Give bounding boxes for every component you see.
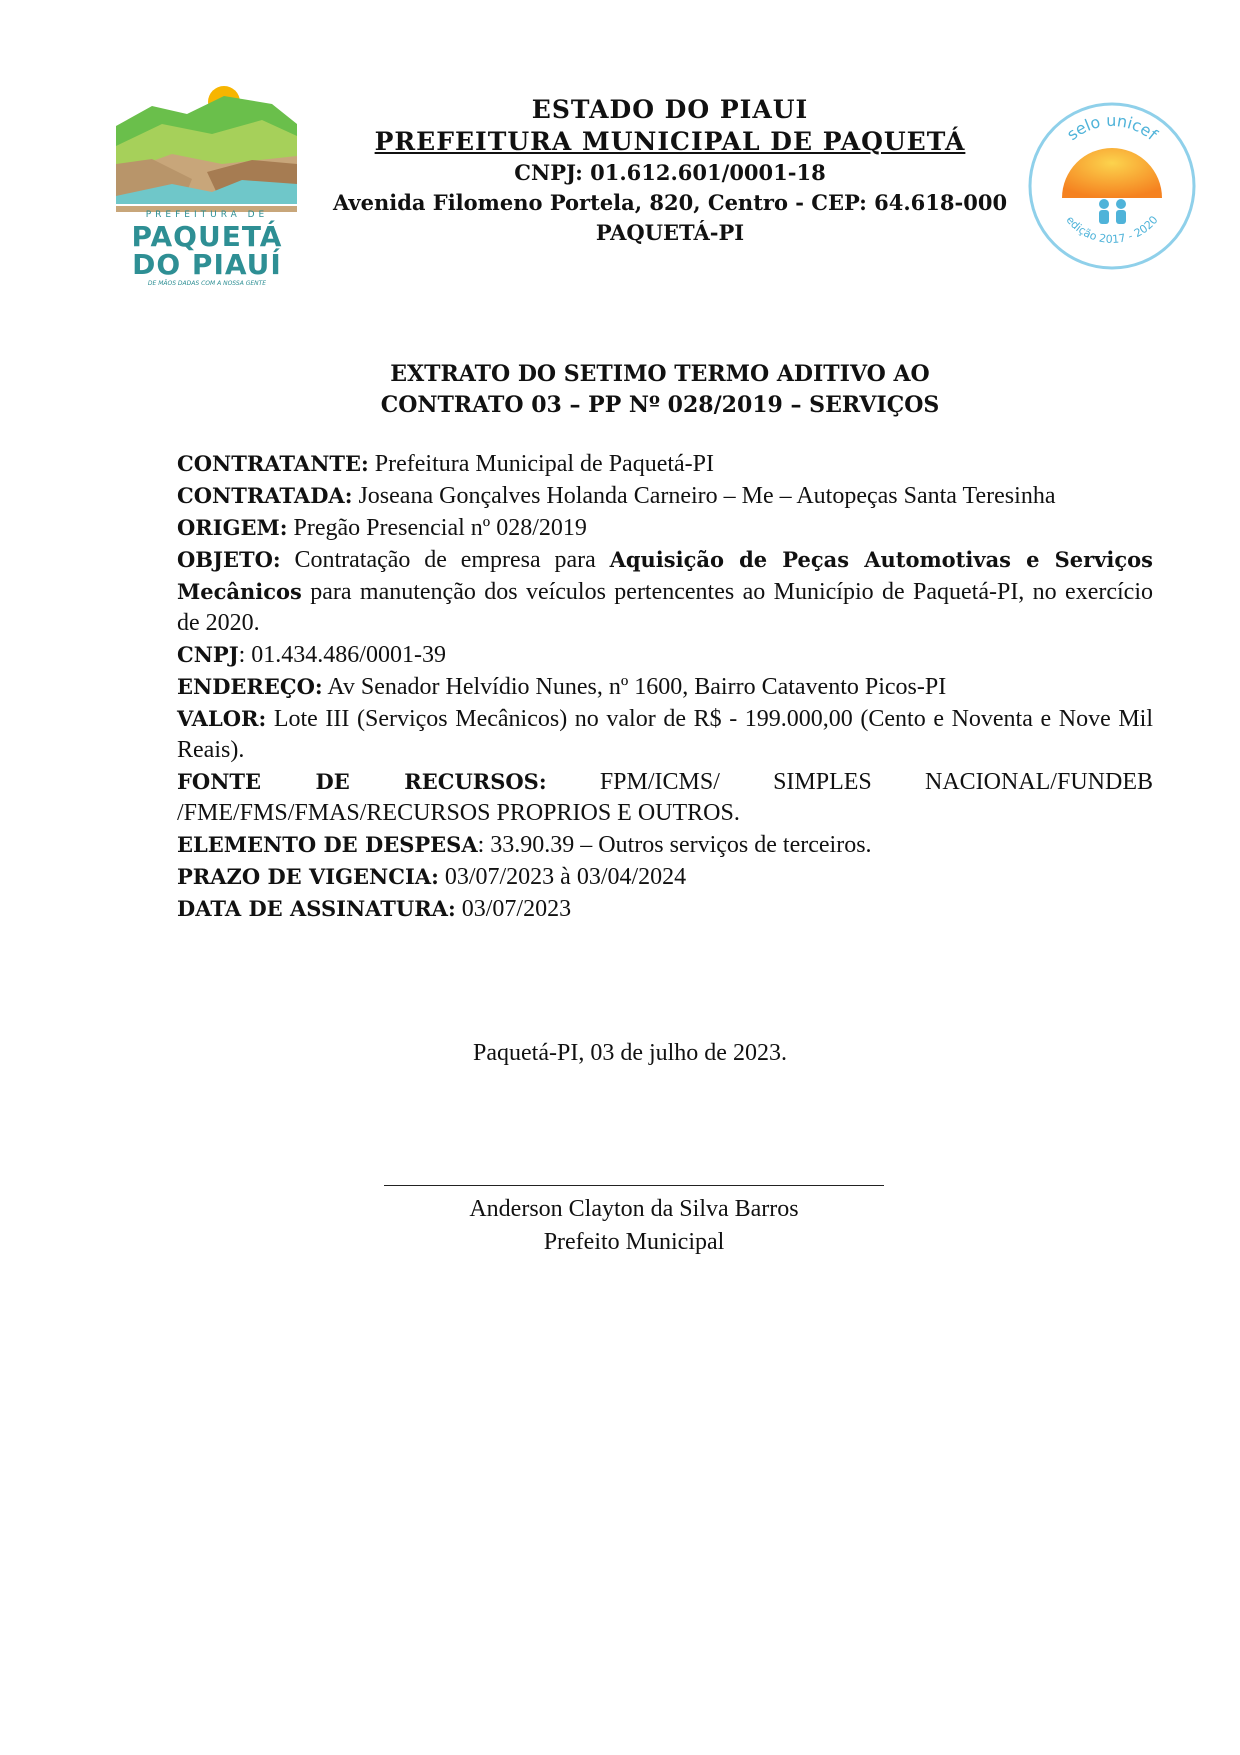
origem-value: Pregão Presencial nº 028/2019 [287, 515, 587, 541]
endereco-value: Av Senador Helvídio Nunes, nº 1600, Bairro Catavento Picos-PI [322, 674, 947, 700]
fonte-field [177, 766, 1153, 829]
data-assinatura-field [177, 893, 1153, 925]
logo-line1: PREFEITURA DE [145, 210, 269, 220]
elemento-label: ELEMENTO DE DESPESA [177, 832, 478, 857]
state-name: ESTADO DO PIAUI [531, 95, 809, 124]
seal-top-text: selo unicef [1063, 110, 1162, 145]
signature-line [384, 1185, 884, 1186]
contratante-field [177, 448, 1153, 480]
place-date: Paquetá-PI, 03 de julho de 2023. [473, 1040, 787, 1066]
contratada-value: Joseana Gonçalves Holanda Carneiro – Me – Autopeças Santa Teresinha [352, 483, 1056, 509]
cnpj-value: : 01.434.486/0001-39 [238, 642, 446, 668]
objeto-value-2: para manutenção dos veículos pertencentes ao Município de Paquetá-PI, no exercício de 2020. [177, 579, 1153, 636]
title-line2: CONTRATO 03 – PP Nº 028/2019 – SERVIÇOS [380, 392, 940, 418]
objeto-label: OBJETO: [177, 547, 281, 572]
endereco-label: ENDEREÇO: [177, 674, 323, 699]
objeto-bold: Aquisição de Peças Automotivas e Serviços Mecânicos [177, 547, 1153, 604]
valor-label: VALOR: [177, 706, 267, 731]
logo-tagline: DE MÃOS DADAS COM A NOSSA GENTE [147, 280, 267, 287]
prefecture-name: PREFEITURA MUNICIPAL DE PAQUETÁ [374, 127, 966, 156]
fonte-value: FPM/ICMS/ SIMPLES NACIONAL/FUNDEB /FME/FMS/FMAS/RECURSOS PROPRIOS E OUTROS. [177, 769, 1153, 826]
valor-field [177, 703, 1153, 766]
contratada-field [177, 480, 1153, 512]
signatory-name: Anderson Clayton da Silva Barros [469, 1196, 799, 1222]
endereco-field [177, 671, 1153, 703]
origem-field [177, 512, 1153, 544]
prefecture-address: Avenida Filomeno Portela, 820, Centro - CEP: 64.618-000 [332, 190, 1008, 215]
valor-value: Lote III (Serviços Mecânicos) no valor de R$ - 199.000,00 (Cento e Noventa e Nove Mil Reais). [177, 706, 1153, 763]
origem-label: ORIGEM: [177, 515, 288, 540]
prazo-field [177, 861, 1153, 893]
fonte-label: FONTE DE RECURSOS: [177, 769, 547, 794]
cnpj-label: CNPJ [177, 642, 239, 667]
contratante-value: Prefeitura Municipal de Paquetá-PI [368, 451, 715, 477]
prefecture-cnpj: CNPJ: 01.612.601/0001-18 [514, 160, 826, 185]
prazo-label: PRAZO DE VIGENCIA: [177, 864, 439, 889]
title-line1: EXTRATO DO SETIMO TERMO ADITIVO AO [390, 361, 930, 387]
data-assinatura-value: 03/07/2023 [455, 896, 572, 922]
paqueta-do-piaui-logo [112, 84, 302, 289]
elemento-field [177, 829, 1153, 861]
prazo-value: 03/07/2023 à 03/04/2024 [438, 864, 687, 890]
cnpj-field [177, 639, 1153, 671]
objeto-value-1: Contratação de empresa para [280, 547, 610, 573]
data-assinatura-label: DATA DE ASSINATURA: [177, 896, 456, 921]
logo-line3: DO PIAUÍ [132, 248, 282, 281]
letterhead [330, 94, 1010, 248]
logo-line2: PAQUETÁ [131, 220, 283, 253]
prefecture-city: PAQUETÁ-PI [595, 220, 745, 245]
objeto-field [177, 544, 1153, 639]
contratada-label: CONTRATADA: [177, 483, 353, 508]
signatory-role: Prefeito Municipal [543, 1229, 725, 1255]
selo-unicef-seal [1026, 100, 1198, 272]
contract-details [177, 448, 1153, 925]
seal-bottom-text: edição 2017 - 2020 [1063, 213, 1161, 246]
contratante-label: CONTRATANTE: [177, 451, 369, 476]
document-title [330, 359, 990, 421]
elemento-value: : 33.90.39 – Outros serviços de terceiros. [477, 832, 872, 858]
